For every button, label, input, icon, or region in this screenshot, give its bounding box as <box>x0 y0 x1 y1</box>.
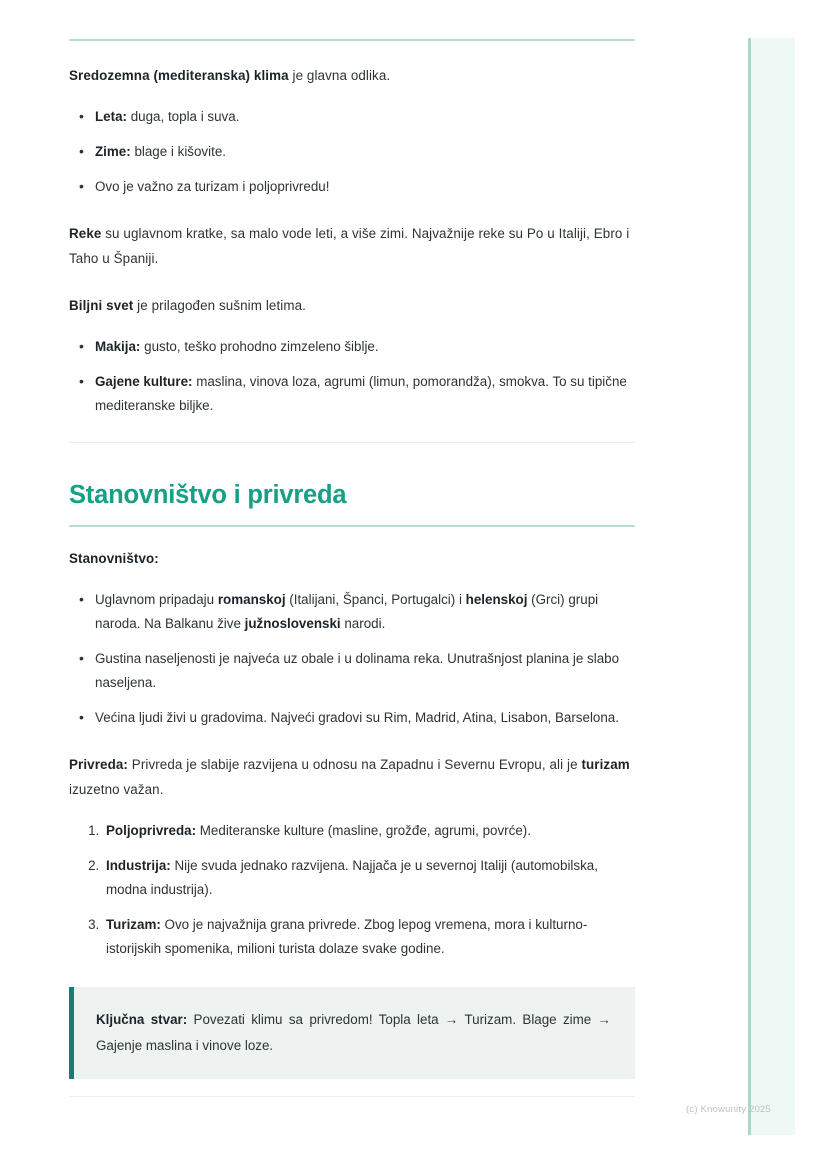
rivers-text: su uglavnom kratke, sa malo vode leti, a više zimi. Najvažnije reke su Po u Italiji, Ebro i Taho u Španiji. <box>69 226 630 266</box>
plants-text: je prilagođen sušnim letima. <box>133 298 306 313</box>
list-item <box>95 647 635 695</box>
copyright-credit: (c) Knowunity 2025 <box>686 1104 771 1115</box>
list-item <box>95 140 635 164</box>
list-item <box>95 370 635 418</box>
spacer <box>69 510 635 525</box>
callout-paragraph <box>96 1007 611 1059</box>
list-item-lead: Poljoprivreda: <box>106 823 197 838</box>
list-item-text: Ovo je važno za turizam i poljoprivredu! <box>95 179 330 194</box>
economy-lead: Privreda: <box>69 757 128 772</box>
climate-intro-paragraph <box>69 63 635 88</box>
list-item <box>95 588 635 636</box>
list-item <box>95 706 635 730</box>
population-label-text: Stanovništvo: <box>69 551 159 566</box>
economy-text-mid: Privreda je slabije razvijena u odnosu na Zapadnu i Severnu Evropu, ali je <box>127 757 582 772</box>
list-item-text: Mediteranske kulture (masline, grožđe, agrumi, povrće). <box>196 823 531 838</box>
plants-lead: Biljni svet <box>69 298 134 313</box>
spacer <box>69 443 635 480</box>
population-bullet-list <box>69 588 635 730</box>
inline-bold-term: romanskoj <box>217 592 286 607</box>
climate-intro-lead: Sredozemna (mediteranska) klima <box>69 68 289 83</box>
list-item-lead: Leta: <box>95 109 127 124</box>
inline-text: narodi. <box>340 616 386 631</box>
spacer <box>69 571 635 588</box>
list-item <box>95 335 635 359</box>
population-label <box>69 546 635 571</box>
footer <box>0 1096 828 1115</box>
spacer <box>0 961 700 987</box>
spacer <box>69 88 635 105</box>
page-title: Stanovništvo i privreda <box>69 481 347 509</box>
inline-text: Većina ljudi živi u gradovima. Najveći gradovi su Rim, Madrid, Atina, Lisabon, Barselona. <box>95 710 619 725</box>
spacer <box>69 318 635 335</box>
list-item-lead: Gajene kulture: <box>95 374 193 389</box>
list-item-lead: Makija: <box>95 339 141 354</box>
list-item-text: maslina, vinova loza, agrumi (limun, pomorandža), smokva. To su tipične mediteranske biljke. <box>95 374 627 413</box>
list-item-text: Ovo je najvažnija grana privrede. Zbog lepog vremena, mora i kulturno-istorijskih spomenika, milioni turista dolaze svake godine. <box>106 917 588 956</box>
list-item <box>103 854 635 902</box>
spacer <box>69 199 635 221</box>
economy-text-tail: izuzetno važan. <box>69 782 164 797</box>
list-item <box>103 913 635 961</box>
inline-text: (Italijani, Španci, Portugalci) i <box>285 592 466 607</box>
list-item-lead: Industrija: <box>106 858 171 873</box>
list-item-lead: Turizam: <box>106 917 161 932</box>
spacer <box>69 418 635 442</box>
spacer <box>69 41 635 63</box>
inline-bold-term: južnoslovenski <box>244 616 341 631</box>
spacer <box>69 802 635 819</box>
inline-text: Uglavnom pripadaju <box>95 592 218 607</box>
list-item-text: duga, topla i suva. <box>127 109 240 124</box>
economy-paragraph <box>69 752 635 802</box>
economy-bold-term: turizam <box>581 757 630 772</box>
spacer <box>69 730 635 752</box>
rivers-lead: Reke <box>69 226 102 241</box>
spacer <box>69 271 635 293</box>
footer-divider <box>69 1096 635 1097</box>
document-body <box>69 39 635 961</box>
inline-text: Gustina naseljenosti je najveća uz obale i u dolinama reka. Unutrašnjost planina je slabo naseljena. <box>95 651 620 690</box>
right-decorative-sidebar <box>748 38 795 1135</box>
list-item-text: gusto, teško prohodno zimzeleno šiblje. <box>140 339 379 354</box>
list-item <box>95 105 635 129</box>
climate-bullet-list <box>69 105 635 199</box>
economy-numbered-list <box>69 819 635 961</box>
climate-intro-rest: je glavna odlika. <box>288 68 391 83</box>
list-item <box>95 175 635 199</box>
inline-bold-term: helenskoj <box>465 592 528 607</box>
callout-lead: Ključna stvar: <box>96 1012 188 1027</box>
key-takeaway-callout <box>69 987 635 1079</box>
plants-paragraph <box>69 293 635 318</box>
spacer <box>69 527 635 546</box>
list-item <box>103 819 635 843</box>
list-item-text: blage i kišovite. <box>130 144 226 159</box>
callout-text: Povezati klimu sa privredom! Topla leta → Turizam. Blage zime → Gajenje maslina i vinove loze. <box>96 1012 611 1053</box>
list-item-lead: Zime: <box>95 144 131 159</box>
inline-text: (Grci) grupi naroda. Na Balkanu žive <box>95 592 599 631</box>
rivers-paragraph <box>69 221 635 271</box>
list-item-text: Nije svuda jednako razvijena. Najjača je u severnoj Italiji (automobilska, modna industrija). <box>106 858 598 897</box>
plants-bullet-list <box>69 335 635 418</box>
